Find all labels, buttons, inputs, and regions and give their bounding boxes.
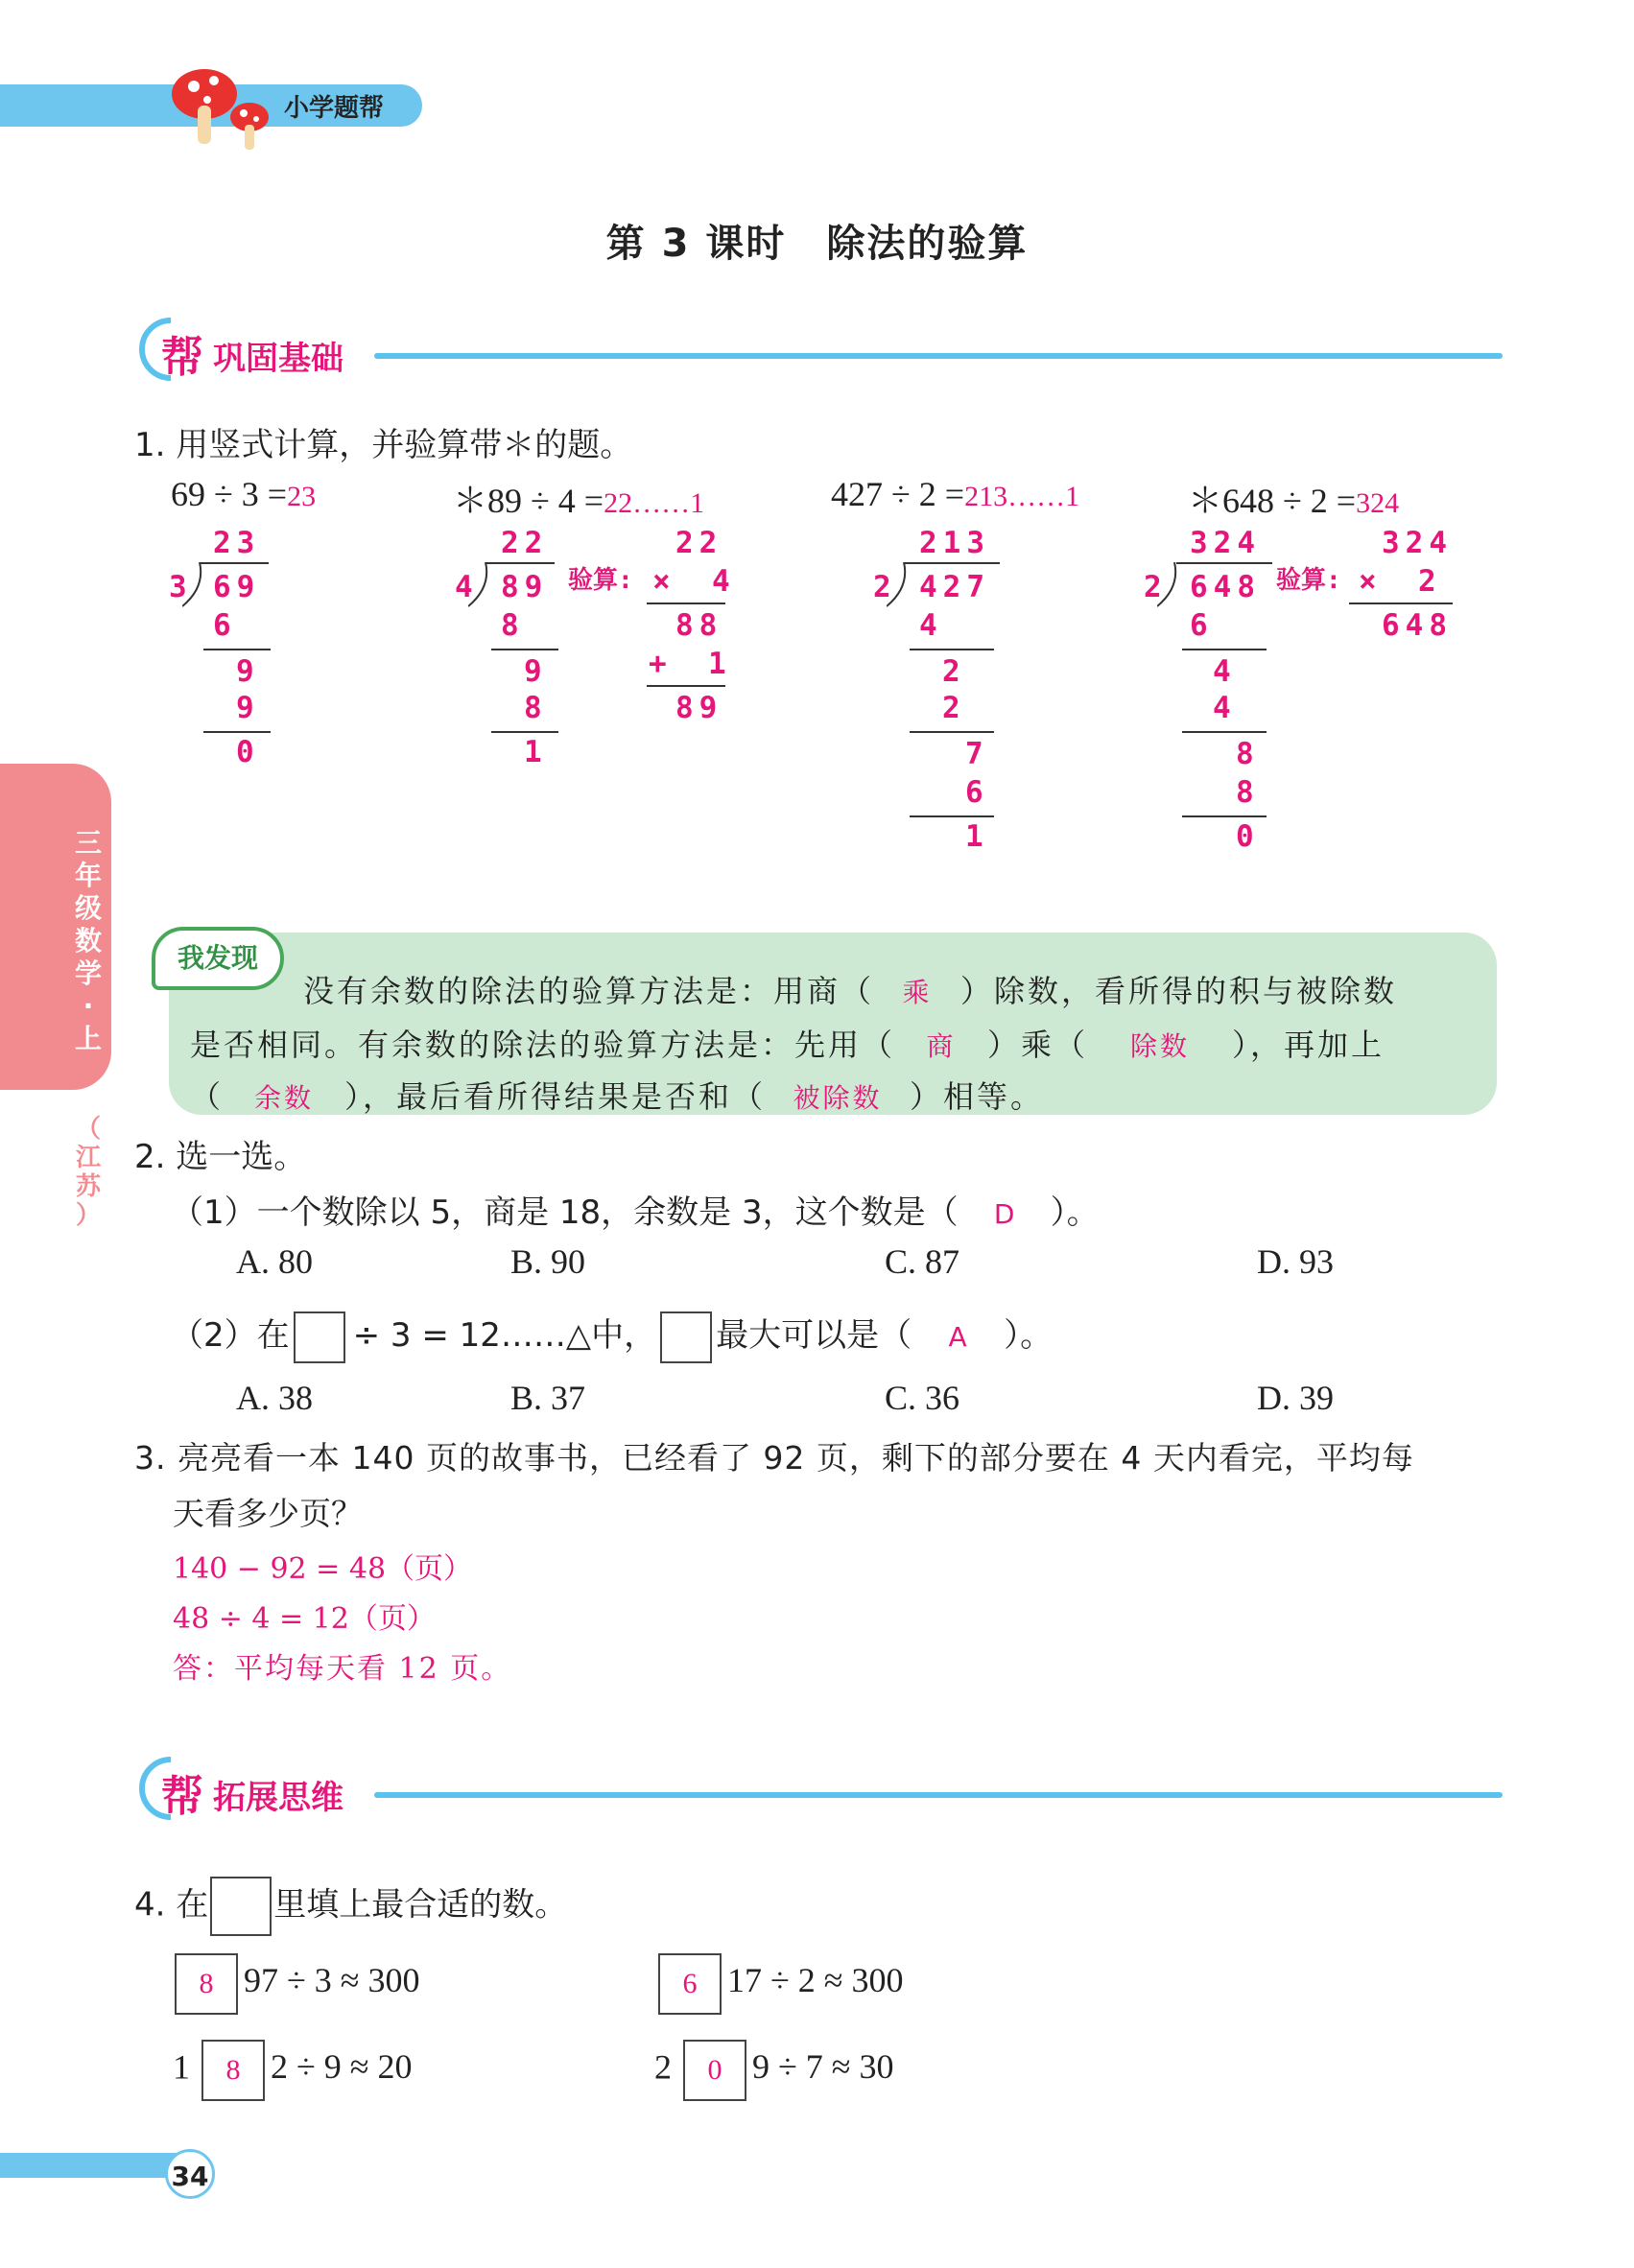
q2-sub1: （1）一个数除以 5，商是 18，余数是 3，这个数是（ D ）。 bbox=[171, 1193, 1100, 1232]
quotient-3: 213 bbox=[919, 526, 990, 560]
step: 9 bbox=[236, 654, 260, 689]
quotient-1: 23 bbox=[213, 526, 261, 560]
q2-sub2: （2）在 ÷ 3 = 12……△中， 最大可以是（ A ）。 bbox=[171, 1309, 1053, 1363]
q2-sub1-option-c: C. 87 bbox=[885, 1242, 960, 1281]
check-line: 89 bbox=[675, 691, 723, 725]
q2-prompt: 2. 选一选。 bbox=[134, 1138, 307, 1176]
section-badge-char: 帮 bbox=[161, 333, 203, 382]
q3-prompt-line-2: 天看多少页？ bbox=[173, 1495, 363, 1532]
bracket-line-1 bbox=[200, 562, 269, 564]
dividend-2: 89 bbox=[501, 570, 549, 604]
check-line: × 4 bbox=[652, 564, 732, 599]
answer-box: 8 bbox=[201, 2040, 265, 2101]
check-line: + 1 bbox=[649, 647, 728, 681]
check-label-4: 验算: bbox=[1276, 566, 1341, 595]
divisor-4: 2 bbox=[1144, 570, 1168, 604]
blank-box bbox=[210, 1877, 272, 1936]
q2-sub2-option-d: D. 39 bbox=[1257, 1379, 1334, 1417]
q3-prompt-line-1: 3. 亮亮看一本 140 页的故事书，已经看了 92 页，剩下的部分要在 4 天内看完，平均每 bbox=[134, 1439, 1414, 1477]
bracket-line-3 bbox=[904, 562, 1000, 564]
q1-expr-2: ＊89 ÷ 4 =22……1 bbox=[453, 482, 705, 520]
q4-item-1: 8 97 ÷ 3 ≈ 300 bbox=[175, 1953, 420, 2015]
step: 0 bbox=[236, 735, 260, 769]
step: 2 bbox=[942, 691, 966, 725]
step-line bbox=[203, 731, 271, 733]
step: 8 bbox=[501, 608, 525, 643]
answer-box: 0 bbox=[683, 2040, 746, 2101]
section-divider bbox=[374, 353, 1503, 359]
q1-expr-1: 69 ÷ 3 =23 bbox=[171, 475, 317, 513]
lesson-title: 第 3 课时 除法的验算 bbox=[605, 222, 1029, 266]
q2-sub2-option-a: A. 38 bbox=[236, 1379, 313, 1417]
q2-sub2-option-c: C. 36 bbox=[885, 1379, 960, 1417]
quotient-2: 22 bbox=[501, 526, 549, 560]
answer-box: 6 bbox=[658, 1953, 722, 2015]
q4-item-4: 2 0 9 ÷ 7 ≈ 30 bbox=[654, 2040, 894, 2101]
step: 6 bbox=[213, 608, 237, 643]
step: 4 bbox=[919, 608, 943, 643]
q3-work-1: 140 − 92 = 48（页） bbox=[173, 1552, 473, 1586]
divisor-2: 4 bbox=[455, 570, 479, 604]
check-line: 648 bbox=[1382, 608, 1453, 643]
step-line bbox=[910, 649, 994, 650]
discover-line-1: 没有余数的除法的验算方法是：用商（ 乘 ）除数，看所得的积与被除数 bbox=[303, 973, 1398, 1009]
check-line: × 2 bbox=[1359, 564, 1438, 599]
q1-expr-3: 427 ÷ 2 =213……1 bbox=[831, 475, 1080, 513]
step: 1 bbox=[965, 819, 989, 854]
bracket-line-2 bbox=[485, 562, 555, 564]
section-title-extend: 拓展思维 bbox=[213, 1779, 343, 1817]
brand-name: 小学题帮 bbox=[284, 94, 385, 123]
check-rule bbox=[647, 685, 725, 687]
section-divider bbox=[374, 1792, 1503, 1798]
check-rule bbox=[647, 602, 725, 604]
check-label-2: 验算: bbox=[568, 566, 633, 595]
side-tab-grade: 三 年 级 数 学 · 上 bbox=[74, 827, 102, 1054]
step-line bbox=[910, 815, 994, 817]
step-line bbox=[910, 731, 994, 733]
step: 9 bbox=[524, 654, 548, 689]
q3-answer: 答：平均每天看 12 页。 bbox=[173, 1652, 512, 1686]
step: 8 bbox=[1236, 737, 1260, 771]
check-rule bbox=[1349, 602, 1453, 604]
q2-sub2-option-b: B. 37 bbox=[510, 1379, 586, 1417]
section-title-basic: 巩固基础 bbox=[213, 340, 343, 378]
step-line bbox=[1182, 815, 1267, 817]
divisor-1: 3 bbox=[169, 570, 193, 604]
q2-sub1-option-d: D. 93 bbox=[1257, 1242, 1334, 1281]
step-line bbox=[491, 731, 558, 733]
side-tab-region: （ 江 苏 ） bbox=[75, 1115, 101, 1230]
check-line: 324 bbox=[1382, 526, 1453, 560]
step: 6 bbox=[1190, 608, 1214, 643]
dividend-3: 427 bbox=[919, 570, 990, 604]
dividend-1: 69 bbox=[213, 570, 261, 604]
step-line bbox=[1182, 731, 1267, 733]
step: 4 bbox=[1213, 691, 1237, 725]
step: 8 bbox=[524, 691, 548, 725]
q2-sub1-option-a: A. 80 bbox=[236, 1242, 313, 1281]
answer-box: 8 bbox=[175, 1953, 238, 2015]
mushroom-icon bbox=[161, 58, 276, 154]
q2-sub1-option-b: B. 90 bbox=[510, 1242, 586, 1281]
q3-work-2: 48 ÷ 4 = 12（页） bbox=[173, 1602, 436, 1636]
divisor-3: 2 bbox=[873, 570, 897, 604]
check-line: 22 bbox=[675, 526, 723, 560]
dividend-4: 648 bbox=[1190, 570, 1261, 604]
q4-item-3: 1 8 2 ÷ 9 ≈ 20 bbox=[173, 2040, 413, 2101]
discover-line-3: （ 余数 ），最后看所得结果是否和（ 被除数 ）相等。 bbox=[190, 1078, 1045, 1115]
step-line bbox=[203, 649, 271, 650]
step: 1 bbox=[524, 735, 548, 769]
step: 4 bbox=[1213, 654, 1237, 689]
blank-box bbox=[294, 1311, 345, 1363]
step: 8 bbox=[1236, 775, 1260, 810]
discover-line-2: 是否相同。有余数的除法的验算方法是：先用（ 商 ）乘（ 除数 ），再加上 bbox=[190, 1027, 1385, 1063]
section-badge-char: 帮 bbox=[161, 1772, 203, 1821]
q4-prompt: 4. 在 里填上最合适的数。 bbox=[134, 1877, 567, 1936]
step: 2 bbox=[942, 654, 966, 689]
check-line: 88 bbox=[675, 608, 723, 643]
step: 9 bbox=[236, 691, 260, 725]
step: 0 bbox=[1236, 819, 1260, 854]
blank-box bbox=[660, 1311, 712, 1363]
step: 6 bbox=[965, 775, 989, 810]
step-line bbox=[1182, 649, 1267, 650]
q4-item-2: 6 17 ÷ 2 ≈ 300 bbox=[658, 1953, 904, 2015]
footer-band bbox=[0, 2153, 182, 2178]
bracket-line-4 bbox=[1176, 562, 1272, 564]
page-number: 34 bbox=[165, 2149, 215, 2199]
step: 7 bbox=[965, 737, 989, 771]
q1-expr-4: ＊648 ÷ 2 =324 bbox=[1188, 482, 1400, 520]
step-line bbox=[491, 649, 558, 650]
discover-badge: 我发现 bbox=[152, 927, 284, 990]
quotient-4: 324 bbox=[1190, 526, 1261, 560]
q1-prompt: 1. 用竖式计算，并验算带＊的题。 bbox=[134, 426, 633, 464]
